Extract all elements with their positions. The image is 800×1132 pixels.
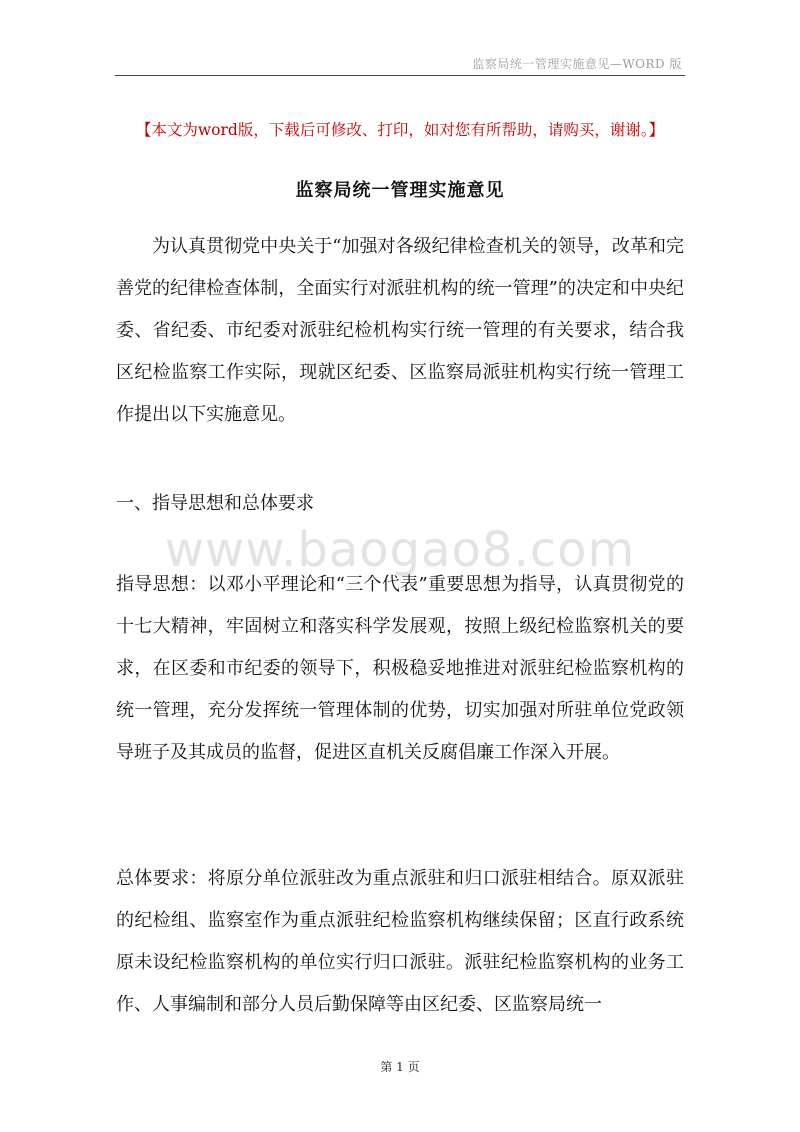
overall-requirements-paragraph: 总体要求：将原分单位派驻改为重点派驻和归口派驻相结合。原双派驻的纪检组、监察室作为重点派驻纪检监察机构继续保留；区直行政系统原未设纪检监察机构的单位实行归口派驻。派驻纪检监察机构的业务工作、人事编制和部分人员后勤保障等由区纪委、区监察局统一 — [116, 868, 684, 1015]
watermark: www.baogao8.com — [164, 522, 636, 578]
page-number: 第 1 页 — [380, 1060, 420, 1074]
running-header: 监察局统一管理实施意见—WORD 版 — [472, 57, 682, 71]
section-heading: 一、指导思想和总体要求 — [116, 493, 314, 514]
intro-paragraph: 为认真贯彻党中央关于“加强对各级纪律检查机关的领导，改革和完善党的纪律检查体制，全面实行对派驻机构的统一管理”的决定和中央纪委、省纪委、市纪委对派驻纪检机构实行统一管理的有关要求，结合我区纪检监察工作实际，现就区纪委、区监察局派驻机构实行统一管理工作提出以下实施意见。 — [116, 236, 684, 425]
guiding-ideology-paragraph: 指导思想：以邓小平理论和“三个代表”重要思想为指导，认真贯彻党的十七大精神，牢固树立和落实科学发展观，按照上级纪检监察机关的要求，在区委和市纪委的领导下，积极稳妥地推进对派驻纪检监察机构的统一管理，充分发挥统一管理体制的优势，切实加强对所驻单位党政领导班子及其成员的监督，促进区直机关反腐倡廉工作深入开展。 — [116, 574, 684, 763]
header-divider — [115, 75, 685, 76]
download-notice: 【本文为word版，下载后可修改、打印，如对您有所帮助，请购买，谢谢。】 — [135, 121, 665, 139]
document-title: 监察局统一管理实施意见 — [295, 180, 505, 201]
